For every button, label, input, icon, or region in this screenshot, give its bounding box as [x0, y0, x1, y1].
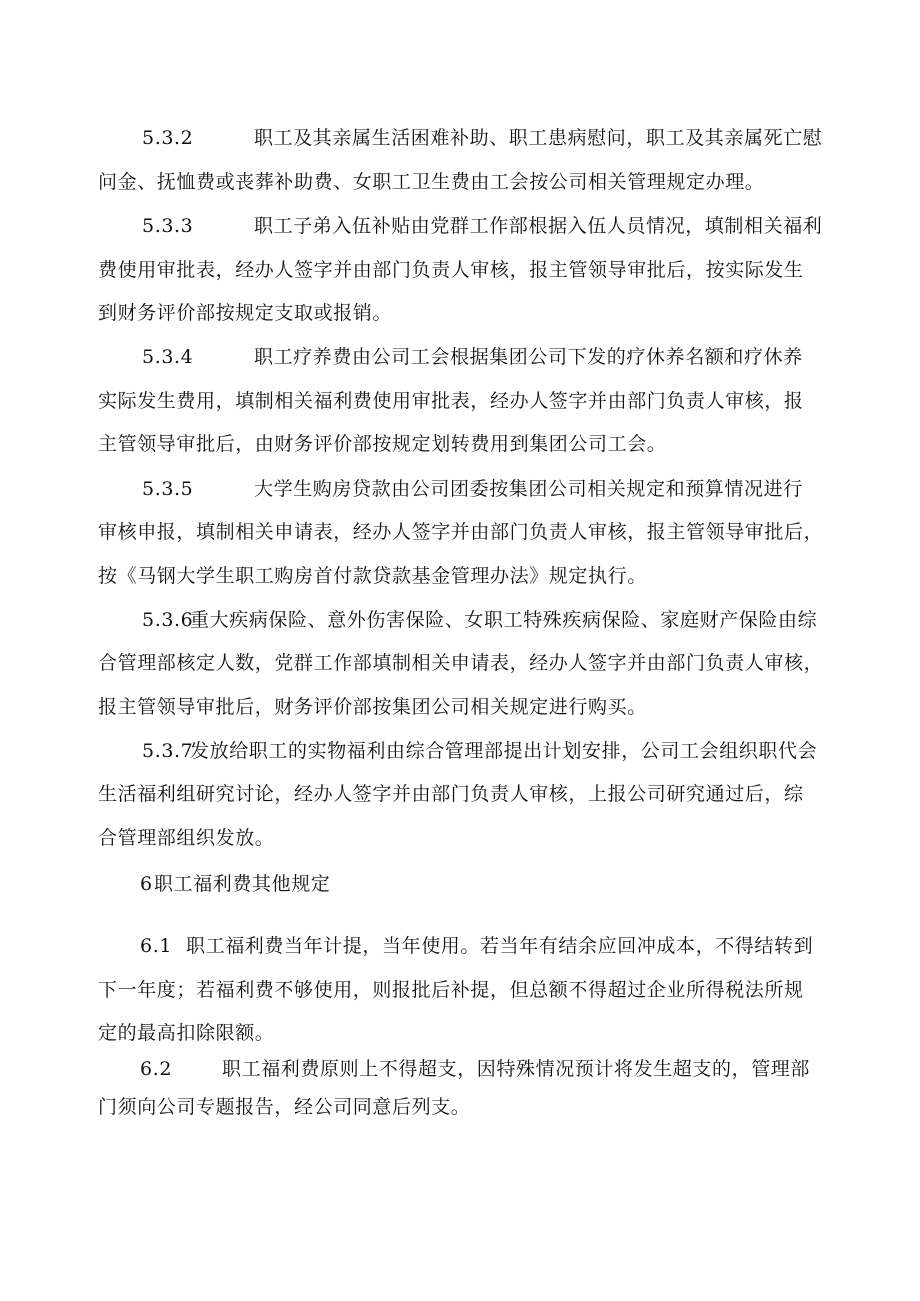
rule-line [140, 934, 813, 958]
section-text: 职工疗养费由公司工会根据集团公司下发的疗休养名额和疗休养 [254, 346, 803, 368]
section-line [98, 651, 823, 675]
section-text: 发放给职工的实物福利由综合管理部提出计划安排，公司工会组织职代会 [190, 740, 818, 762]
section-number: 5.3.6 [142, 609, 194, 631]
rule-text: 门须向公司专题报告，经公司同意后列支。 [98, 1096, 471, 1118]
section-text: 费使用审批表，经办人签字并由部门负责人审核，报主管领导审批后，按实际发生 [98, 259, 804, 281]
section-text: 到财务评价部按规定支取或报销。 [98, 302, 393, 324]
section-line [98, 782, 804, 806]
section-line [98, 520, 823, 544]
section-text: 合管理部核定人数，党群工作部填制相关申请表，经办人签字并由部门负责人审核， [98, 652, 824, 674]
section-line [98, 301, 392, 325]
section-text: 大学生购房贷款由公司团委按集团公司相关规定和预算情况进行 [254, 478, 803, 500]
rule-text: 下一年度；若福利费不够使用，则报批后补提，但总额不得超过企业所得税法所规 [98, 979, 804, 1001]
section-line [142, 126, 822, 150]
section-text: 职工及其亲属生活困难补助、职工患病慰问，职工及其亲属死亡慰 [254, 127, 823, 149]
rule-text: 职工福利费原则上不得超支，因特殊情况预计将发生超支的，管理部 [222, 1058, 811, 1080]
section-line [98, 564, 647, 588]
section-line [142, 214, 822, 238]
section-line [142, 477, 803, 501]
rule-line [98, 1021, 274, 1045]
heading-number: 6 [140, 873, 153, 895]
rule-line [140, 1057, 810, 1081]
section-line [98, 432, 666, 456]
section-number: 5.3.7 [142, 740, 194, 762]
section-text: 生活福利组研究讨论，经办人签字并由部门负责人审核，上报公司研究通过后，综 [98, 783, 804, 805]
section-line [142, 608, 817, 632]
rule-line [98, 1095, 470, 1119]
section-text: 问金、抚恤费或丧葬补助费、女职工卫生费由工会按公司相关管理规定办理。 [98, 171, 765, 193]
section-heading [140, 872, 330, 896]
heading-title: 职工福利费其他规定 [154, 873, 331, 895]
rule-text: 职工福利费当年计提，当年使用。若当年有结余应回冲成本，不得结转到 [186, 935, 814, 957]
section-line [98, 170, 764, 194]
section-line [98, 258, 804, 282]
section-text: 报主管领导审批后，财务评价部按集团公司相关规定进行购买。 [98, 696, 647, 718]
section-text: 主管领导审批后，由财务评价部按规定划转费用到集团公司工会。 [98, 433, 667, 455]
section-line [98, 826, 274, 850]
section-text: 职工子弟入伍补贴由党群工作部根据入伍人员情况，填制相关福利 [254, 215, 823, 237]
rule-number: 6.2 [140, 1058, 173, 1080]
section-number: 5.3.3 [142, 215, 194, 237]
section-text: 合管理部组织发放。 [98, 827, 275, 849]
rule-line [98, 978, 804, 1002]
section-text: 实际发生费用，填制相关福利费使用审批表，经办人签字并由部门负责人审核，报 [98, 390, 804, 412]
section-number: 5.3.5 [142, 478, 194, 500]
rule-text: 定的最高扣除限额。 [98, 1022, 275, 1044]
section-text: 重大疾病保险、意外伤害保险、女职工特殊疾病保险、家庭财产保险由综 [190, 609, 818, 631]
section-line [98, 695, 647, 719]
section-number: 5.3.4 [142, 346, 194, 368]
section-line [98, 389, 804, 413]
section-line [142, 345, 803, 369]
rule-number: 6.1 [140, 935, 173, 957]
section-line [142, 739, 817, 763]
section-text: 按《马钢大学生职工购房首付款贷款基金管理办法》规定执行。 [98, 565, 647, 587]
section-number: 5.3.2 [142, 127, 194, 149]
section-text: 审核申报，填制相关申请表，经办人签字并由部门负责人审核，报主管领导审批后， [98, 521, 824, 543]
